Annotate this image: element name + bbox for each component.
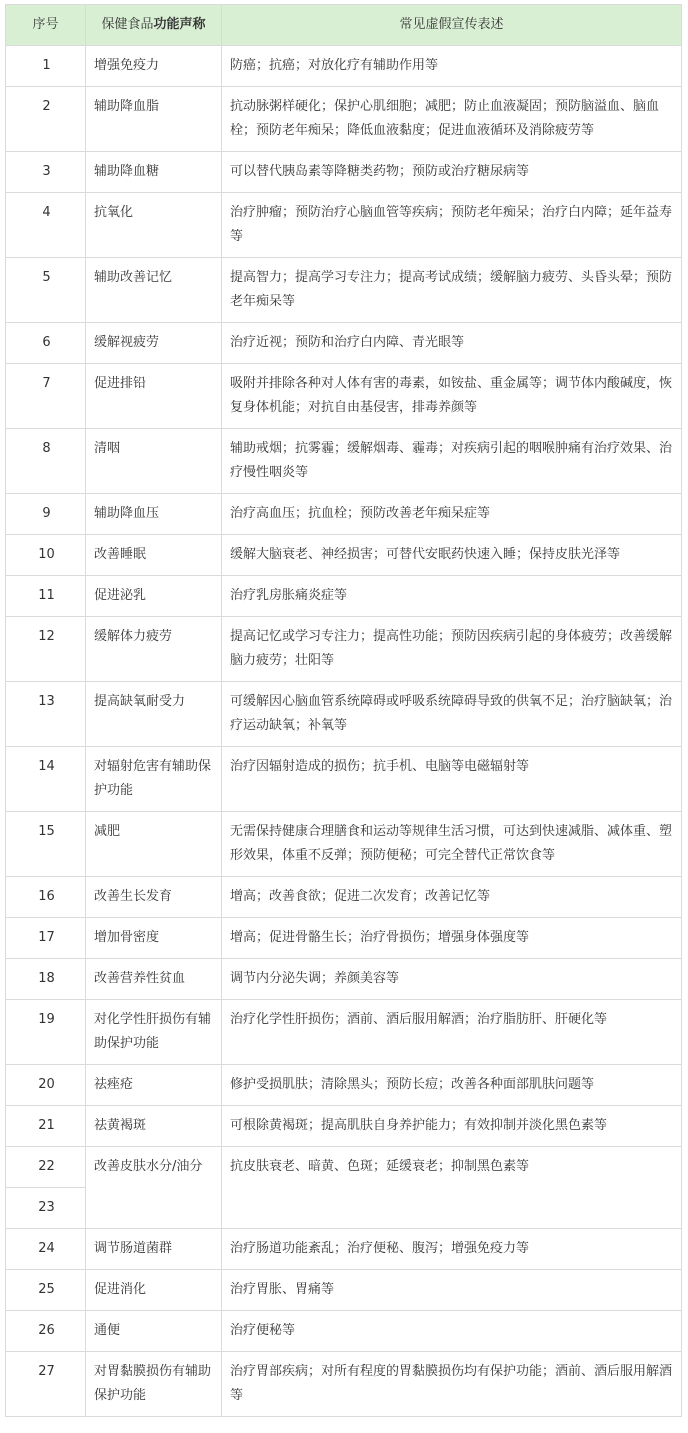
row-number: 23 bbox=[6, 1188, 86, 1229]
table-row bbox=[6, 747, 682, 812]
table-row bbox=[6, 429, 682, 494]
function-claim: 辅助降血糖 bbox=[86, 152, 222, 193]
false-claims: 提高记忆或学习专注力；提高性功能；预防因疾病引起的身体疲劳；改善缓解脑力疲劳；壮阳等 bbox=[222, 617, 682, 682]
row-number: 5 bbox=[6, 258, 86, 323]
table-row bbox=[6, 812, 682, 877]
row-number: 26 bbox=[6, 1311, 86, 1352]
false-claims: 治疗近视；预防和治疗白内障、青光眼等 bbox=[222, 323, 682, 364]
row-number: 7 bbox=[6, 364, 86, 429]
table-row bbox=[6, 494, 682, 535]
function-claim: 改善营养性贫血 bbox=[86, 959, 222, 1000]
table-header-row bbox=[6, 5, 682, 46]
function-claim: 抗氧化 bbox=[86, 193, 222, 258]
function-claim: 提高缺氧耐受力 bbox=[86, 682, 222, 747]
table-row bbox=[6, 535, 682, 576]
table-row bbox=[6, 364, 682, 429]
table-row bbox=[6, 959, 682, 1000]
row-number: 11 bbox=[6, 576, 86, 617]
table-row bbox=[6, 87, 682, 152]
claims-table bbox=[5, 4, 682, 1417]
table-row bbox=[6, 918, 682, 959]
header-function-prefix: 保健食品 bbox=[101, 17, 154, 32]
row-number: 21 bbox=[6, 1106, 86, 1147]
function-claim: 增强免疫力 bbox=[86, 46, 222, 87]
function-claim: 缓解视疲劳 bbox=[86, 323, 222, 364]
false-claims: 治疗化学性肝损伤；酒前、酒后服用解酒；治疗脂肪肝、肝硬化等 bbox=[222, 1000, 682, 1065]
row-number: 2 bbox=[6, 87, 86, 152]
false-claims: 抗皮肤衰老、暗黄、色斑；延缓衰老；抑制黑色素等 bbox=[222, 1147, 682, 1229]
function-claim: 祛痤疮 bbox=[86, 1065, 222, 1106]
false-claims: 治疗因辐射造成的损伤；抗手机、电脑等电磁辐射等 bbox=[222, 747, 682, 812]
table-body bbox=[6, 46, 682, 1417]
header-function bbox=[86, 5, 222, 46]
table-row bbox=[6, 1311, 682, 1352]
function-claim: 通便 bbox=[86, 1311, 222, 1352]
row-number: 13 bbox=[6, 682, 86, 747]
false-claims: 治疗胃部疾病；对所有程度的胃黏膜损伤均有保护功能；酒前、酒后服用解酒等 bbox=[222, 1352, 682, 1417]
table-row bbox=[6, 1106, 682, 1147]
row-number: 1 bbox=[6, 46, 86, 87]
function-claim: 对化学性肝损伤有辅助保护功能 bbox=[86, 1000, 222, 1065]
false-claims: 吸附并排除各种对人体有害的毒素，如铵盐、重金属等；调节体内酸碱度，恢复身体机能；对抗自由基侵害，排毒养颜等 bbox=[222, 364, 682, 429]
function-claim: 改善生长发育 bbox=[86, 877, 222, 918]
false-claims: 治疗乳房胀痛炎症等 bbox=[222, 576, 682, 617]
function-claim: 促进泌乳 bbox=[86, 576, 222, 617]
table-row bbox=[6, 1352, 682, 1417]
table-row bbox=[6, 1000, 682, 1065]
table-row bbox=[6, 323, 682, 364]
row-number: 24 bbox=[6, 1229, 86, 1270]
table-row bbox=[6, 1147, 682, 1188]
false-claims: 治疗胃胀、胃痛等 bbox=[222, 1270, 682, 1311]
table-row bbox=[6, 617, 682, 682]
row-number: 22 bbox=[6, 1147, 86, 1188]
false-claims: 防癌；抗癌；对放化疗有辅助作用等 bbox=[222, 46, 682, 87]
row-number: 15 bbox=[6, 812, 86, 877]
function-claim: 对辐射危害有辅助保护功能 bbox=[86, 747, 222, 812]
false-claims: 抗动脉粥样硬化；保护心肌细胞；减肥；防止血液凝固；预防脑溢血、脑血栓；预防老年痴呆；降低血液黏度；促进血液循环及消除疲劳等 bbox=[222, 87, 682, 152]
function-claim: 增加骨密度 bbox=[86, 918, 222, 959]
table-row bbox=[6, 682, 682, 747]
function-claim: 调节肠道菌群 bbox=[86, 1229, 222, 1270]
false-claims: 治疗便秘等 bbox=[222, 1311, 682, 1352]
row-number: 17 bbox=[6, 918, 86, 959]
table-row bbox=[6, 877, 682, 918]
false-claims: 无需保持健康合理膳食和运动等规律生活习惯，可达到快速减脂、减体重、塑形效果，体重不反弹；预防便秘；可完全替代正常饮食等 bbox=[222, 812, 682, 877]
row-number: 3 bbox=[6, 152, 86, 193]
table-row bbox=[6, 1065, 682, 1106]
false-claims: 治疗高血压；抗血栓；预防改善老年痴呆症等 bbox=[222, 494, 682, 535]
table-row bbox=[6, 576, 682, 617]
false-claims: 增高；促进骨骼生长；治疗骨损伤；增强身体强度等 bbox=[222, 918, 682, 959]
row-number: 8 bbox=[6, 429, 86, 494]
row-number: 16 bbox=[6, 877, 86, 918]
row-number: 27 bbox=[6, 1352, 86, 1417]
false-claims: 可缓解因心脑血管系统障碍或呼吸系统障碍导致的供氧不足；治疗脑缺氧；治疗运动缺氧；补氧等 bbox=[222, 682, 682, 747]
row-number: 18 bbox=[6, 959, 86, 1000]
table-row bbox=[6, 46, 682, 87]
row-number: 19 bbox=[6, 1000, 86, 1065]
row-number: 25 bbox=[6, 1270, 86, 1311]
false-claims: 可以替代胰岛素等降糖类药物；预防或治疗糖尿病等 bbox=[222, 152, 682, 193]
false-claims: 调节内分泌失调；养颜美容等 bbox=[222, 959, 682, 1000]
function-claim: 祛黄褐斑 bbox=[86, 1106, 222, 1147]
function-claim: 减肥 bbox=[86, 812, 222, 877]
function-claim: 辅助降血压 bbox=[86, 494, 222, 535]
false-claims: 可根除黄褐斑；提高肌肤自身养护能力；有效抑制并淡化黑色素等 bbox=[222, 1106, 682, 1147]
table-row bbox=[6, 1229, 682, 1270]
header-function-bold: 功能声称 bbox=[153, 17, 206, 32]
function-claim: 改善睡眠 bbox=[86, 535, 222, 576]
row-number: 9 bbox=[6, 494, 86, 535]
row-number: 4 bbox=[6, 193, 86, 258]
false-claims: 缓解大脑衰老、神经损害；可替代安眠药快速入睡；保持皮肤光泽等 bbox=[222, 535, 682, 576]
header-claims: 常见虚假宣传表述 bbox=[222, 5, 682, 46]
row-number: 20 bbox=[6, 1065, 86, 1106]
row-number: 10 bbox=[6, 535, 86, 576]
table-row bbox=[6, 258, 682, 323]
table-row bbox=[6, 1270, 682, 1311]
false-claims: 治疗肠道功能紊乱；治疗便秘、腹泻；增强免疫力等 bbox=[222, 1229, 682, 1270]
row-number: 14 bbox=[6, 747, 86, 812]
function-claim: 促进排铅 bbox=[86, 364, 222, 429]
table-row bbox=[6, 152, 682, 193]
function-claim: 缓解体力疲劳 bbox=[86, 617, 222, 682]
false-claims: 治疗肿瘤；预防治疗心脑血管等疾病；预防老年痴呆；治疗白内障；延年益寿等 bbox=[222, 193, 682, 258]
function-claim: 改善皮肤水分/油分 bbox=[86, 1147, 222, 1229]
false-claims: 提高智力；提高学习专注力；提高考试成绩；缓解脑力疲劳、头昏头晕；预防老年痴呆等 bbox=[222, 258, 682, 323]
function-claim: 辅助改善记忆 bbox=[86, 258, 222, 323]
header-no: 序号 bbox=[6, 5, 86, 46]
function-claim: 对胃黏膜损伤有辅助保护功能 bbox=[86, 1352, 222, 1417]
function-claim: 辅助降血脂 bbox=[86, 87, 222, 152]
false-claims: 辅助戒烟；抗雾霾；缓解烟毒、霾毒；对疾病引起的咽喉肿痛有治疗效果、治疗慢性咽炎等 bbox=[222, 429, 682, 494]
table-row bbox=[6, 193, 682, 258]
row-number: 6 bbox=[6, 323, 86, 364]
function-claim: 清咽 bbox=[86, 429, 222, 494]
false-claims: 增高；改善食欲；促进二次发育；改善记忆等 bbox=[222, 877, 682, 918]
row-number: 12 bbox=[6, 617, 86, 682]
function-claim: 促进消化 bbox=[86, 1270, 222, 1311]
false-claims: 修护受损肌肤；清除黑头；预防长痘；改善各种面部肌肤问题等 bbox=[222, 1065, 682, 1106]
